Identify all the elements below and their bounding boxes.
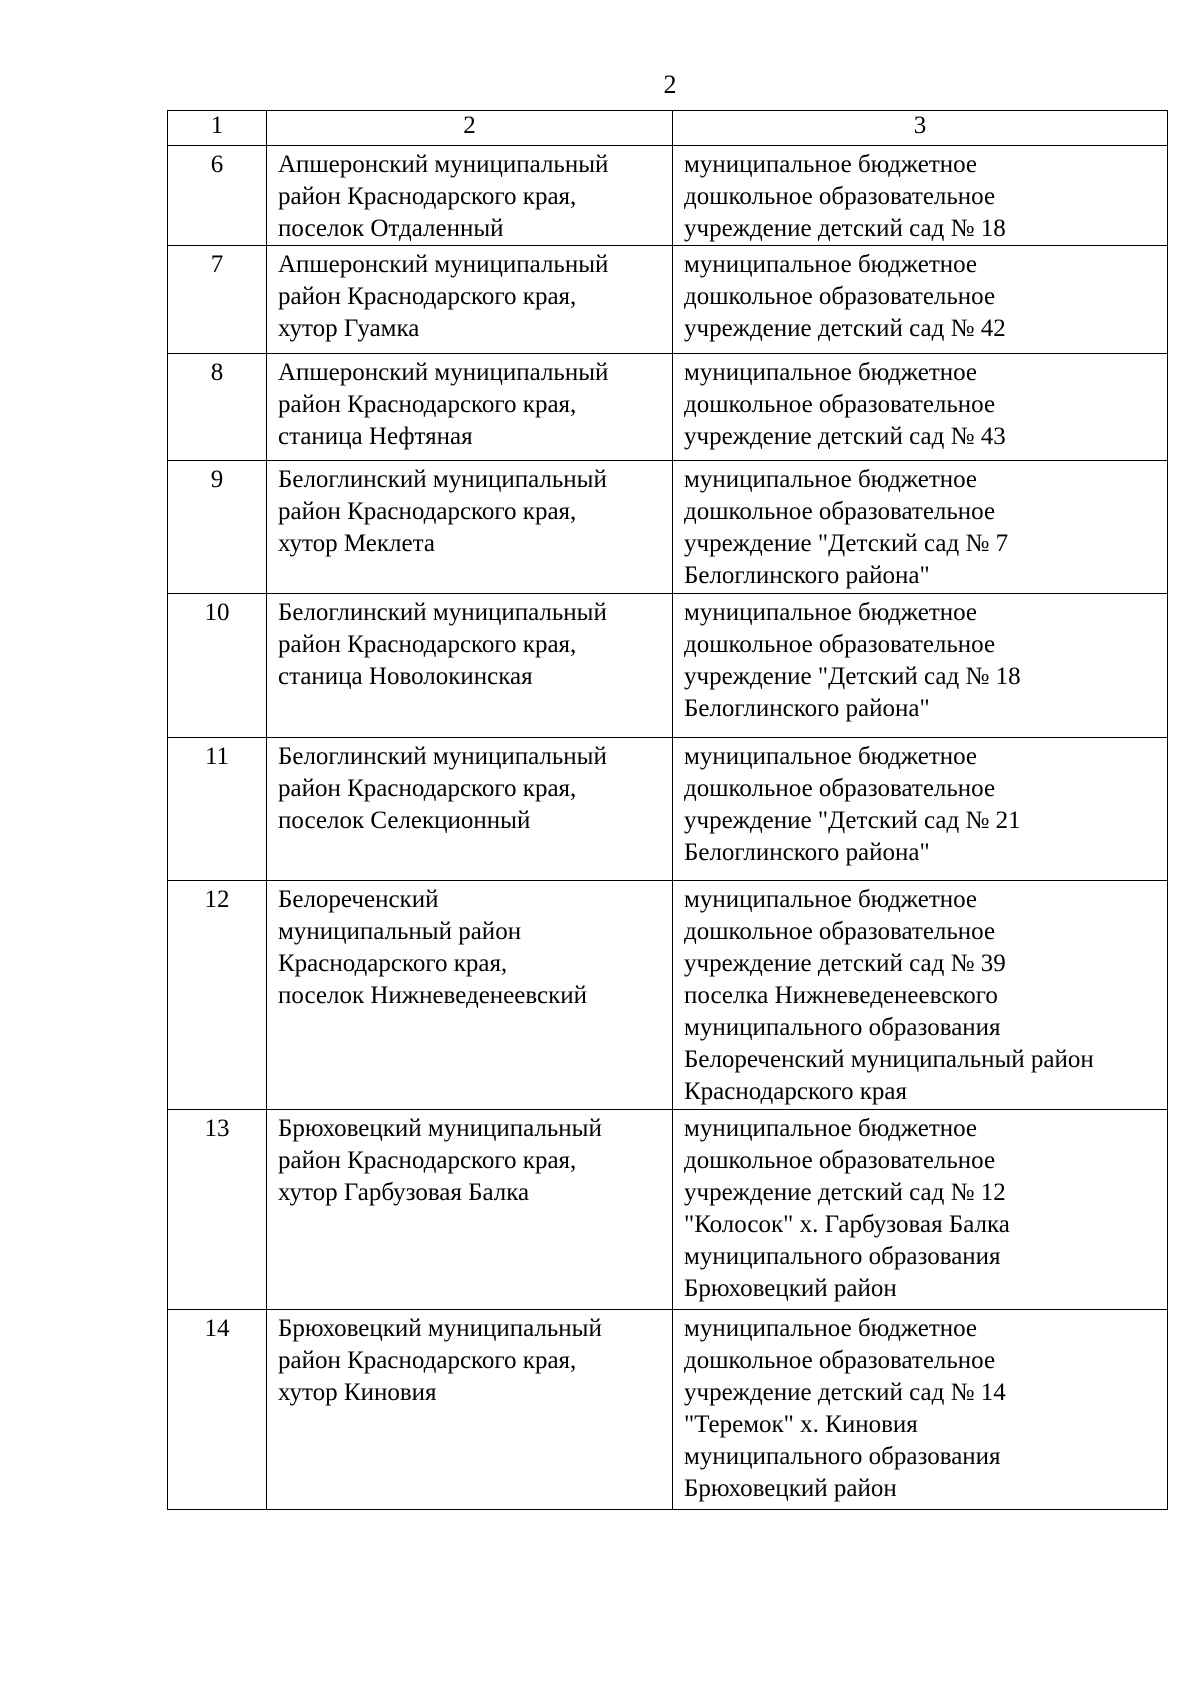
header-row (168, 111, 1168, 146)
location-line: хутор Киновия (278, 1379, 437, 1406)
table-row (168, 246, 1168, 354)
location-cell (267, 461, 673, 594)
institution-line: "Колосок" х. Гарбузовая Балка (684, 1211, 1010, 1238)
institution-line: муниципальное бюджетное (684, 886, 978, 913)
institution-line: Краснодарского края (684, 1078, 907, 1105)
row-number: 7 (168, 246, 267, 354)
institution-line: дошкольное образовательное (684, 775, 996, 802)
institution-cell (673, 1310, 1168, 1510)
institution-line: муниципальное бюджетное (684, 151, 978, 178)
location-line: станица Нефтяная (278, 423, 473, 450)
table-body (168, 146, 1168, 1510)
institution-line: учреждение "Детский сад № 7 (684, 530, 1009, 557)
location-line: район Краснодарского края, (278, 1347, 577, 1374)
location-line: Брюховецкий муниципальный (278, 1315, 602, 1342)
table-row (168, 881, 1168, 1110)
institution-line: муниципального образования (684, 1443, 1001, 1470)
row-number: 12 (168, 881, 267, 1110)
location-line: хутор Меклета (278, 530, 435, 557)
institution-line: дошкольное образовательное (684, 391, 996, 418)
institution-line: муниципальное бюджетное (684, 1115, 978, 1142)
institution-line: учреждение детский сад № 42 (684, 315, 1006, 342)
location-line: Апшеронский муниципальный (278, 359, 609, 386)
institution-line: учреждение "Детский сад № 21 (684, 807, 1021, 834)
location-line: район Краснодарского края, (278, 631, 577, 658)
location-line: поселок Селекционный (278, 807, 531, 834)
institution-line: Белоглинского района" (684, 695, 930, 722)
location-line: район Краснодарского края, (278, 1147, 577, 1174)
location-line: станица Новолокинская (278, 663, 533, 690)
row-number: 6 (168, 146, 267, 246)
table-row (168, 1310, 1168, 1510)
location-line: Белоглинский муниципальный (278, 599, 607, 626)
table-row (168, 146, 1168, 246)
location-line: район Краснодарского края, (278, 498, 577, 525)
location-line: поселок Нижневеденеевский (278, 982, 588, 1009)
institution-line: Белореченский муниципальный район (684, 1046, 1094, 1073)
location-line: район Краснодарского края, (278, 283, 577, 310)
location-cell (267, 1310, 673, 1510)
location-line: Краснодарского края, (278, 950, 508, 977)
location-cell (267, 354, 673, 461)
institution-line: дошкольное образовательное (684, 498, 996, 525)
location-line: муниципальный район (278, 918, 522, 945)
institution-line: Белоглинского района" (684, 839, 930, 866)
institution-cell (673, 1110, 1168, 1310)
row-number: 8 (168, 354, 267, 461)
table-header (168, 111, 1168, 146)
row-number: 10 (168, 594, 267, 738)
kindergarten-table (167, 110, 1168, 1510)
location-line: Брюховецкий муниципальный (278, 1115, 602, 1142)
institution-cell (673, 738, 1168, 881)
institution-line: муниципального образования (684, 1014, 1001, 1041)
institution-cell (673, 881, 1168, 1110)
institution-line: муниципальное бюджетное (684, 466, 978, 493)
location-cell (267, 594, 673, 738)
location-line: Белоглинский муниципальный (278, 466, 607, 493)
institution-line: Белоглинского района" (684, 562, 930, 589)
table-row (168, 738, 1168, 881)
institution-line: Брюховецкий район (684, 1275, 897, 1302)
table-row (168, 461, 1168, 594)
institution-line: "Теремок" х. Киновия (684, 1411, 918, 1438)
table-row (168, 1110, 1168, 1310)
location-line: хутор Гарбузовая Балка (278, 1179, 530, 1206)
institution-line: учреждение детский сад № 43 (684, 423, 1006, 450)
institution-cell (673, 354, 1168, 461)
institution-line: муниципальное бюджетное (684, 1315, 978, 1342)
row-number: 9 (168, 461, 267, 594)
institution-line: муниципальное бюджетное (684, 359, 978, 386)
row-number: 14 (168, 1310, 267, 1510)
column-header-number: 1 (168, 111, 267, 146)
location-cell (267, 881, 673, 1110)
location-cell (267, 146, 673, 246)
institution-line: дошкольное образовательное (684, 183, 996, 210)
location-line: хутор Гуамка (278, 315, 420, 342)
location-cell (267, 246, 673, 354)
column-header-location: 2 (267, 111, 673, 146)
institution-line: муниципальное бюджетное (684, 251, 978, 278)
institution-line: дошкольное образовательное (684, 283, 996, 310)
location-line: поселок Отдаленный (278, 215, 504, 242)
page-number: 2 (663, 70, 677, 99)
institution-line: муниципальное бюджетное (684, 599, 978, 626)
institution-line: дошкольное образовательное (684, 1147, 996, 1174)
table-row (168, 354, 1168, 461)
location-cell (267, 1110, 673, 1310)
institution-cell (673, 461, 1168, 594)
institution-cell (673, 246, 1168, 354)
institution-line: учреждение детский сад № 14 (684, 1379, 1006, 1406)
institution-line: дошкольное образовательное (684, 631, 996, 658)
location-line: район Краснодарского края, (278, 391, 577, 418)
row-number: 13 (168, 1110, 267, 1310)
institution-line: дошкольное образовательное (684, 1347, 996, 1374)
institution-line: учреждение детский сад № 18 (684, 215, 1006, 242)
location-line: район Краснодарского края, (278, 183, 577, 210)
location-line: Апшеронский муниципальный (278, 251, 609, 278)
institution-cell (673, 146, 1168, 246)
institution-cell (673, 594, 1168, 738)
institution-line: дошкольное образовательное (684, 918, 996, 945)
institution-line: Брюховецкий район (684, 1475, 897, 1502)
column-header-institution: 3 (673, 111, 1168, 146)
location-line: Белоглинский муниципальный (278, 743, 607, 770)
location-line: район Краснодарского края, (278, 775, 577, 802)
location-cell (267, 738, 673, 881)
institution-line: муниципальное бюджетное (684, 743, 978, 770)
location-line: Белореченский (278, 886, 439, 913)
row-number: 11 (168, 738, 267, 881)
institution-line: учреждение "Детский сад № 18 (684, 663, 1021, 690)
table-row (168, 594, 1168, 738)
institution-line: учреждение детский сад № 12 (684, 1179, 1006, 1206)
institution-line: муниципального образования (684, 1243, 1001, 1270)
institution-line: учреждение детский сад № 39 (684, 950, 1006, 977)
location-line: Апшеронский муниципальный (278, 151, 609, 178)
institution-line: поселка Нижневеденеевского (684, 982, 998, 1009)
